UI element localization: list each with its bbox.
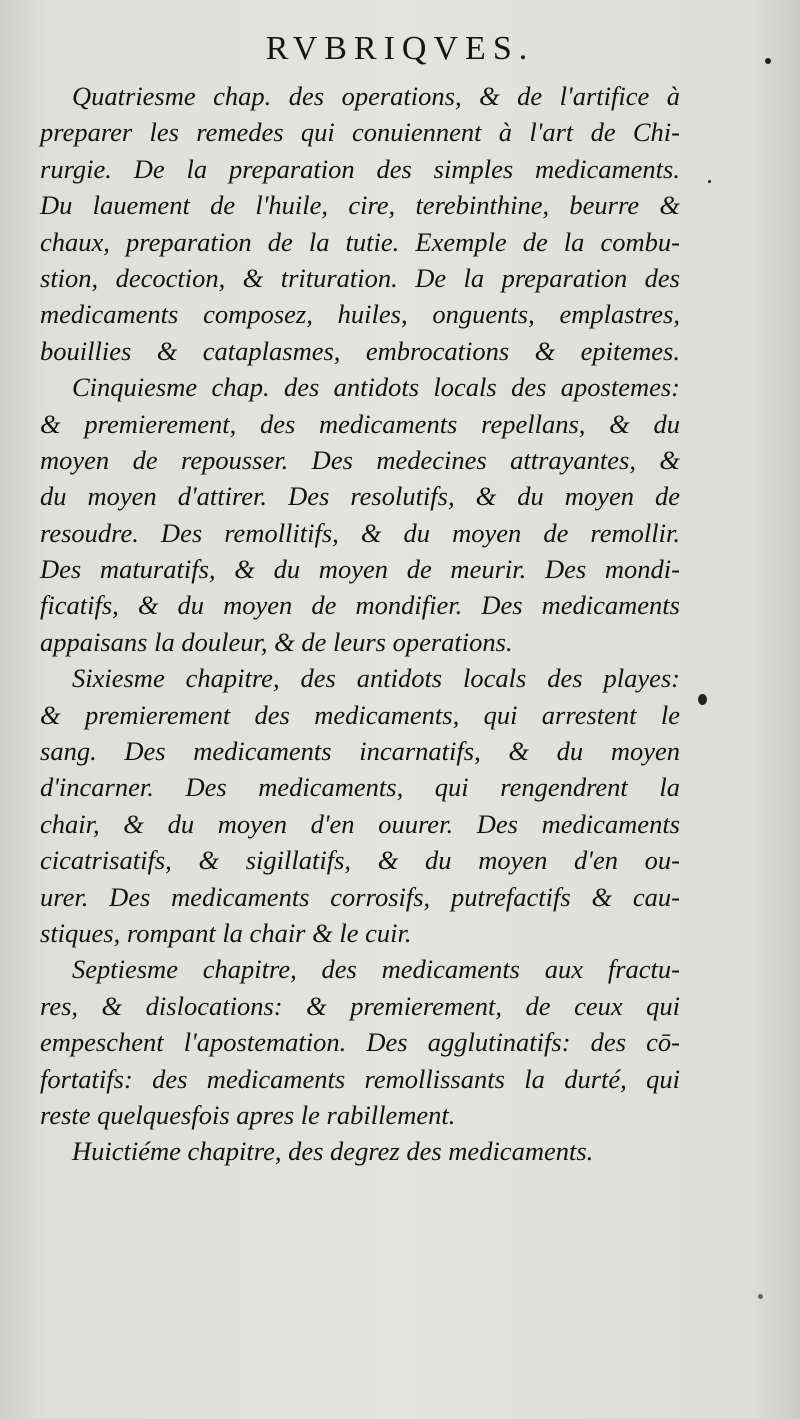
text-line: & premierement des medicaments, qui arrestent le [40, 699, 680, 730]
text-line: fortatifs: des medicaments remollissants la durté, qui [40, 1063, 680, 1094]
paragraph-quatriesme [40, 78, 680, 369]
text-line: preparer les remedes qui conuiennent à l'art de Chi- [40, 117, 680, 148]
rubriques-text [40, 78, 680, 1170]
ink-spot [698, 694, 707, 705]
text-line: chaux, preparation de la tutie. Exemple de la combu- [40, 226, 680, 257]
text-line: ficatifs, & du moyen de mondifier. Des medicaments [40, 590, 680, 621]
ink-spot [708, 180, 711, 183]
text-line: sang. Des medicaments incarnatifs, & du moyen [40, 736, 680, 767]
text-line: appaisans la douleur, & de leurs operations. [40, 626, 513, 657]
text-line: Des maturatifs, & du moyen de meurir. Des mondi- [40, 554, 680, 585]
text-line: Sixiesme chapitre, des antidots locals des playes: [72, 663, 680, 694]
text-line: urer. Des medicaments corrosifs, putrefactifs & cau- [40, 881, 680, 912]
paragraph-huictieme [40, 1133, 680, 1169]
text-line: Du lauement de l'huile, cire, terebinthine, beurre & [40, 190, 680, 221]
text-line: medicaments composez, huiles, onguents, emplastres, [40, 299, 680, 330]
text-line: rurgie. De la preparation des simples medicaments. [40, 153, 680, 184]
text-line: d'incarner. Des medicaments, qui rengendrent la [40, 772, 680, 803]
text-line: resoudre. Des remollitifs, & du moyen de remollir. [40, 517, 680, 548]
text-line: Huictiéme chapitre, des degrez des medicaments. [72, 1136, 594, 1167]
ink-spot [765, 58, 771, 64]
text-line: Quatriesme chap. des operations, & de l'artifice à [72, 81, 680, 111]
text-line: & premierement, des medicaments repellans, & du [40, 408, 680, 439]
paragraph-cinquiesme [40, 369, 680, 660]
text-line: bouillies & cataplasmes, embrocations & epitemes. [40, 335, 680, 366]
paragraph-sixiesme [40, 660, 680, 951]
text-line: reste quelquesfois apres le rabillement. [40, 1099, 456, 1130]
text-line: chair, & du moyen d'en ouurer. Des medicaments [40, 808, 680, 839]
text-line: Cinquiesme chap. des antidots locals des apostemes: [72, 372, 680, 403]
text-line: cicatrisatifs, & sigillatifs, & du moyen d'en ou- [40, 845, 680, 876]
running-head: RVBRIQVES. [265, 30, 535, 67]
text-line: Septiesme chapitre, des medicaments aux fractu- [72, 954, 680, 985]
ink-spot [758, 1294, 763, 1299]
text-line: stion, decoction, & trituration. De la preparation des [40, 262, 680, 293]
text-line: moyen de repousser. Des medecines attrayantes, & [40, 444, 680, 475]
text-line: empeschent l'apostemation. Des agglutinatifs: des cō- [40, 1027, 680, 1058]
paragraph-septiesme [40, 951, 680, 1133]
text-line: res, & dislocations: & premierement, de ceux qui [40, 990, 680, 1021]
text-line: stiques, rompant la chair & le cuir. [40, 917, 412, 948]
text-line: du moyen d'attirer. Des resolutifs, & du moyen de [40, 481, 680, 512]
